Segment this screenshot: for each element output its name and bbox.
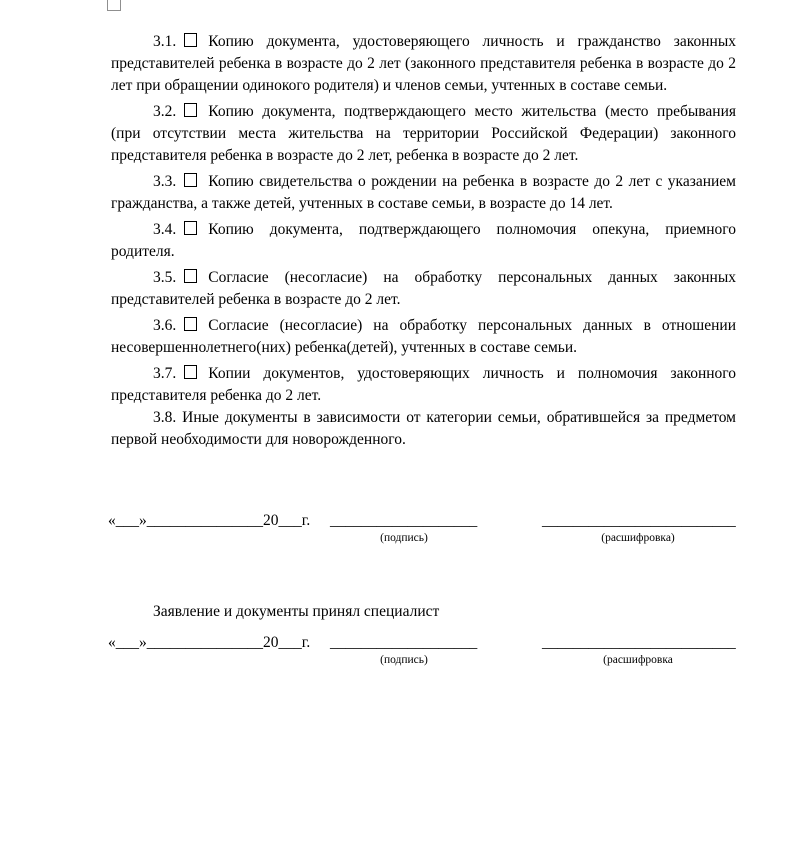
decode-caption: (расшифровка xyxy=(603,654,673,666)
item-number: 3.7. xyxy=(153,365,177,382)
item-text: Иные документы в зависимости от категории семьи, обратившейся за предметом первой необходимости для новорожденного. xyxy=(111,409,736,448)
checkbox-icon[interactable] xyxy=(184,221,197,235)
checkbox-icon[interactable] xyxy=(184,103,197,117)
item-number: 3.4. xyxy=(153,221,177,238)
document-item-3-3 xyxy=(111,171,736,215)
specialist-line: Заявление и документы принял специалист xyxy=(153,603,440,620)
item-text: Согласие (несогласие) на обработку персональных данных в отношении несовершеннолетнего(них) ребенка(детей), учтенных в составе семьи. xyxy=(111,317,736,356)
document-item-3-8 xyxy=(111,407,736,451)
item-number: 3.6. xyxy=(153,317,177,334)
document-item-3-1 xyxy=(111,31,736,97)
document-item-3-2 xyxy=(111,101,736,167)
date-blank-field[interactable]: «___»_______________20___г. xyxy=(108,512,311,529)
checkbox-icon[interactable] xyxy=(184,269,197,283)
item-text: Копию свидетельства о рождении на ребенка в возрасте до 2 лет с указанием гражданства, а также детей, учтенных в составе семьи, в возрасте до 14 лет. xyxy=(111,173,736,212)
checkbox-icon[interactable] xyxy=(184,33,197,47)
document-item-3-5 xyxy=(111,267,736,311)
decode-blank-field[interactable]: _________________________ xyxy=(542,512,736,529)
checkbox-icon[interactable] xyxy=(184,365,197,379)
item-text: Копии документов, удостоверяющих личность и полномочия законного представителя ребенка до 2 лет. xyxy=(111,365,736,404)
document-item-3-4 xyxy=(111,219,736,263)
checkbox-icon[interactable] xyxy=(184,173,197,187)
decode-caption: (расшифровка) xyxy=(601,532,675,544)
signature-blank-field[interactable]: ___________________ xyxy=(330,634,478,651)
item-text: Копию документа, подтверждающего полномочия опекуна, приемного родителя. xyxy=(111,221,736,260)
signature-row-2 xyxy=(108,632,768,674)
item-text: Копию документа, подтверждающего место жительства (место пребывания (при отсутствии места жительства на территории Российской Федерации) законного представителя ребенка в возрасте до 2 лет, ребенка в возрасте до 2 лет. xyxy=(111,103,736,164)
item-number: 3.1. xyxy=(153,33,177,50)
signature-row-1 xyxy=(108,510,768,552)
item-number: 3.8. xyxy=(153,409,177,426)
signature-blank-field[interactable]: ___________________ xyxy=(330,512,478,529)
signature-caption: (подпись) xyxy=(380,654,428,666)
item-number: 3.2. xyxy=(153,103,177,120)
item-text: Копию документа, удостоверяющего личность и гражданство законных представителей ребенка в возрасте до 2 лет (законного представителя ребенка в возрасте до 2 лет при обращении одинокого родителя) и членов семьи, учтенных в составе семьи. xyxy=(111,33,736,94)
date-blank-field[interactable]: «___»_______________20___г. xyxy=(108,634,311,651)
signature-caption: (подпись) xyxy=(380,532,428,544)
decode-blank-field[interactable]: _________________________ xyxy=(542,634,736,651)
item-number: 3.3. xyxy=(153,173,177,190)
document-item-3-7 xyxy=(111,363,736,407)
item-text: Согласие (несогласие) на обработку персональных данных законных представителей ребенка в возрасте до 2 лет. xyxy=(111,269,736,308)
item-number: 3.5. xyxy=(153,269,177,286)
document-item-3-6 xyxy=(111,315,736,359)
checkbox-icon[interactable] xyxy=(184,317,197,331)
cut-off-checkbox-icon xyxy=(107,0,121,11)
